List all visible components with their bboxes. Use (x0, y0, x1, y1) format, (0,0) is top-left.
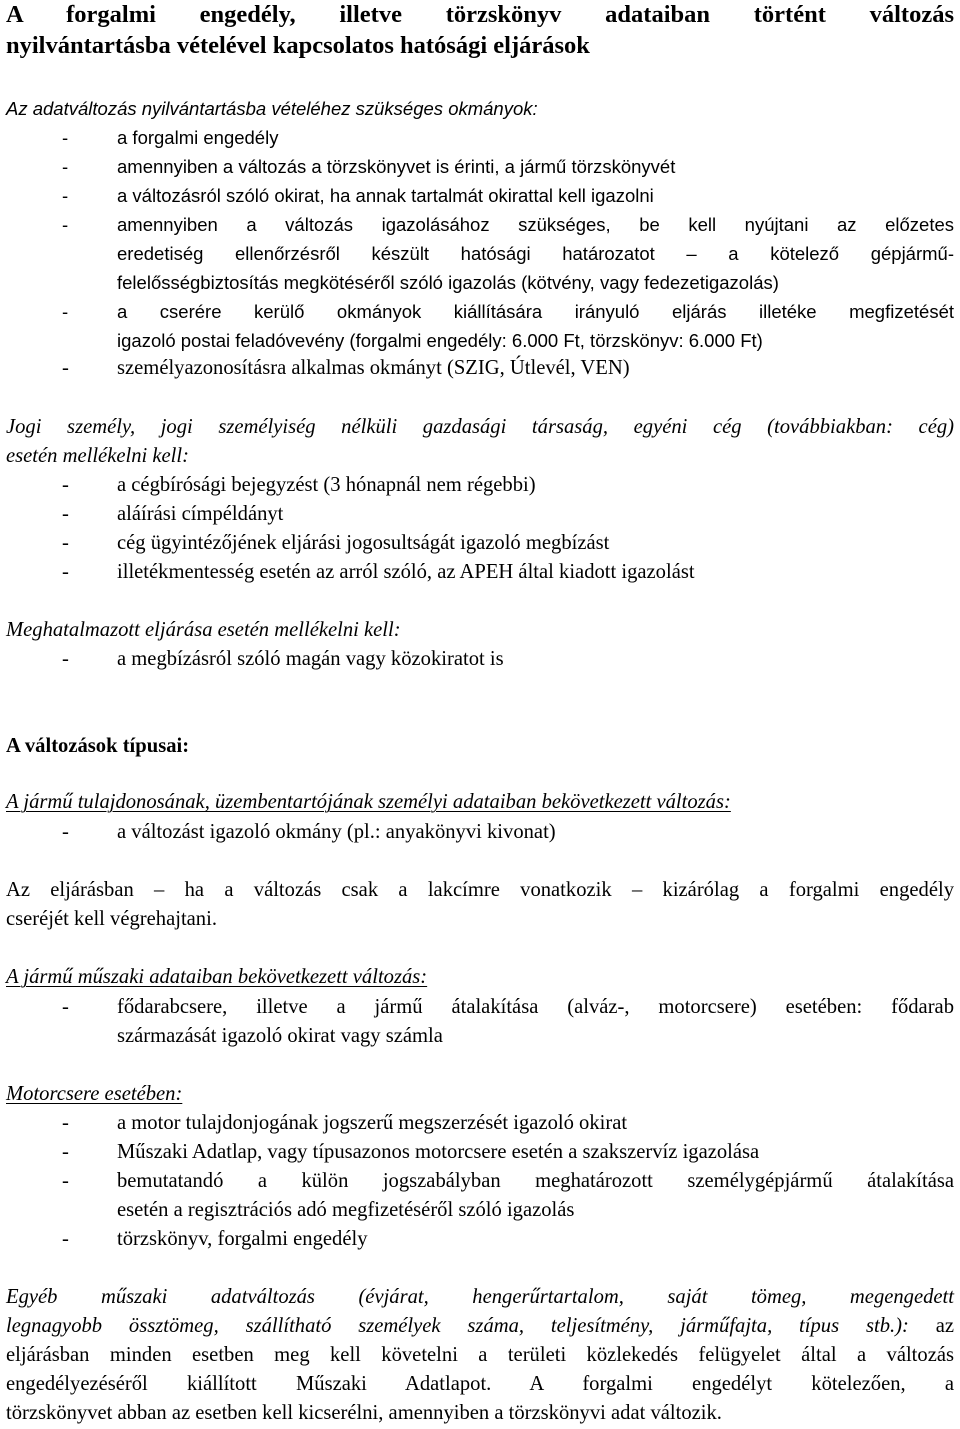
document-title-line-2: nyilvántartásba vételével kapcsolatos hatósági eljárások (6, 32, 590, 59)
procedure-paragraph-line-2: cseréjét kell végrehajtani. (6, 908, 217, 930)
technical-data-change-heading: A jármű műszaki adataiban bekövetkezett változás: (6, 966, 428, 988)
list-item-continuation: származását igazoló okirat vagy számla (117, 1025, 443, 1047)
required-documents-heading: Az adatváltozás nyilvántartásba vételéhez szükséges okmányok: (6, 98, 538, 119)
engine-replacement-heading: Motorcsere esetében: (6, 1083, 183, 1105)
owner-data-change-heading: A jármű tulajdonosának, üzembentartójának személyi adataiban bekövetkezett változás: (6, 791, 731, 813)
list-item-continuation: esetén a regisztrációs adó megfizetéséről szóló igazolás (117, 1199, 575, 1221)
list-item-continuation: eredetiség ellenőrzésről készült hatósági határozatot – a kötelező gépjármű- (117, 243, 954, 264)
list-item-continuation: felelősségbiztosítás megkötéséről szóló igazolás (kötvény, vagy fedezetigazolás) (117, 272, 779, 293)
company-heading-line-2: esetén mellékelni kell: (6, 445, 189, 467)
other-changes-line-1: Egyéb műszaki adatváltozás (évjárat, hengerűrtartalom, saját tömeg, megengedett (6, 1286, 954, 1308)
other-changes-line-5: törzskönyvet abban az esetben kell kicserélni, amennyiben a törzskönyvi adat változik. (6, 1402, 722, 1424)
other-changes-line-4: engedélyezéséről kiállított Műszaki Adatlapot. A forgalmi engedélyt kötelezően, a (6, 1373, 954, 1395)
procedure-paragraph-line-1: Az eljárásban – ha a változás csak a lakcímre vonatkozik – kizárólag a forgalmi engedély (6, 879, 954, 901)
change-types-heading: A változások típusai: (6, 735, 190, 757)
document-title-line-1: A forgalmi engedély, illetve törzskönyv adataiban történt változás (6, 1, 954, 28)
list-item-continuation: igazoló postai feladóvevény (forgalmi engedély: 6.000 Ft, törzskönyv: 6.000 Ft) (117, 330, 763, 351)
other-changes-line-2: legnagyobb össztömeg, szállítható személyek száma, teljesítmény, járműfajta, típus stb.): az (6, 1315, 954, 1337)
company-heading-line-1: Jogi személy, jogi személyiség nélküli gazdasági társaság, egyéni cég (továbbiakban: cég) (6, 416, 954, 438)
authorized-proxy-heading: Meghatalmazott eljárása esetén mellékelni kell: (6, 619, 401, 641)
other-changes-line-3: eljárásban minden esetben meg kell követelni a területi közlekedés felügyelet által a változás (6, 1344, 954, 1366)
document-page: A forgalmi engedély, illetve törzskönyv adataiban történt változás nyilvántartásba vételével kapcsolatos hatósági eljárások Az adatváltozás nyilvántartásba vételéhez szükséges okmányok: - a forgalmi engedély - amennyiben a változás a törzskönyvet is érinti, a jármű törzskönyvét - a változásról szóló okirat, ha annak tartalmát okirattal kell igazolni - amennyiben a változás igazolásához szükséges, be kell nyújtani az előzetes eredetiség ellenőrzésről készült hatósági határozatot – a kötelező gépjármű- felelősségbiztosítás megkötéséről szóló igazolás (kötvény, vagy fedezetigazolás) - a cserére kerülő okmányok kiállítására irányuló eljárás illetéke megfizetését igazoló postai feladóvevény (forgalmi engedély: 6.000 Ft, törzskönyv: 6.000 Ft) - személyazonosításra alkalmas okmányt (SZIG, Útlevél, VEN) Jogi személy, jogi személyiség nélküli gazdasági társaság, egyéni cég (továbbiakban: cég) esetén mellékelni kell: - a cégbírósági bejegyzést (3 hónapnál nem régebbi) - aláírási címpéldányt - cég ügyintézőjének eljárási jogosultságát igazoló megbízást - illetékmentesség esetén az arról szóló, az APEH által kiadott igazolást Meghatalmazott eljárása esetén mellékelni kell: - a megbízásról szóló magán vagy közokiratot is A változások típusai: A jármű tulajdonosának, üzembentartójának személyi adataiban bekövetkezett változás: - a változást igazoló okmány (pl.: anyakönyvi kivonat) Az eljárásban – ha a változás csak a lakcímre vonatkozik – kizárólag a forgalmi engedély cseréjét kell végrehajtani. A jármű műszaki adataiban bekövetkezett változás: - fődarabcsere, illetve a jármű átalakítása (alváz-, motorcsere) esetében: fődarab származását igazoló okirat vagy számla Motorcsere esetében: - a motor tulajdonjogának jogszerű megszerzését igazoló okirat - Műszaki Adatlap, vagy típusazonos motorcsere esetén a szakszervíz igazolása - bemutatandó a külön jogszabályban meghatározott személygépjármű átalakítása esetén a regisztrációs adó megfizetéséről szóló igazolás - törzskönyv, forgalmi engedély Egyéb műszaki adatváltozás (évjárat, hengerűrtartalom, saját tömeg, megengedett legnagyobb össztömeg, szállítható személyek száma, teljesítmény, járműfajta, típus stb.): az eljárásban minden esetben meg kell követelni a területi közlekedés felügyelet által a változás engedélyezéséről kiállított Műszaki Adatlapot. A forgalmi engedélyt kötelezően, a törzskönyvet abban az esetben kell kicserélni, amennyiben a törzskönyvi adat változik. (0, 0, 960, 1428)
